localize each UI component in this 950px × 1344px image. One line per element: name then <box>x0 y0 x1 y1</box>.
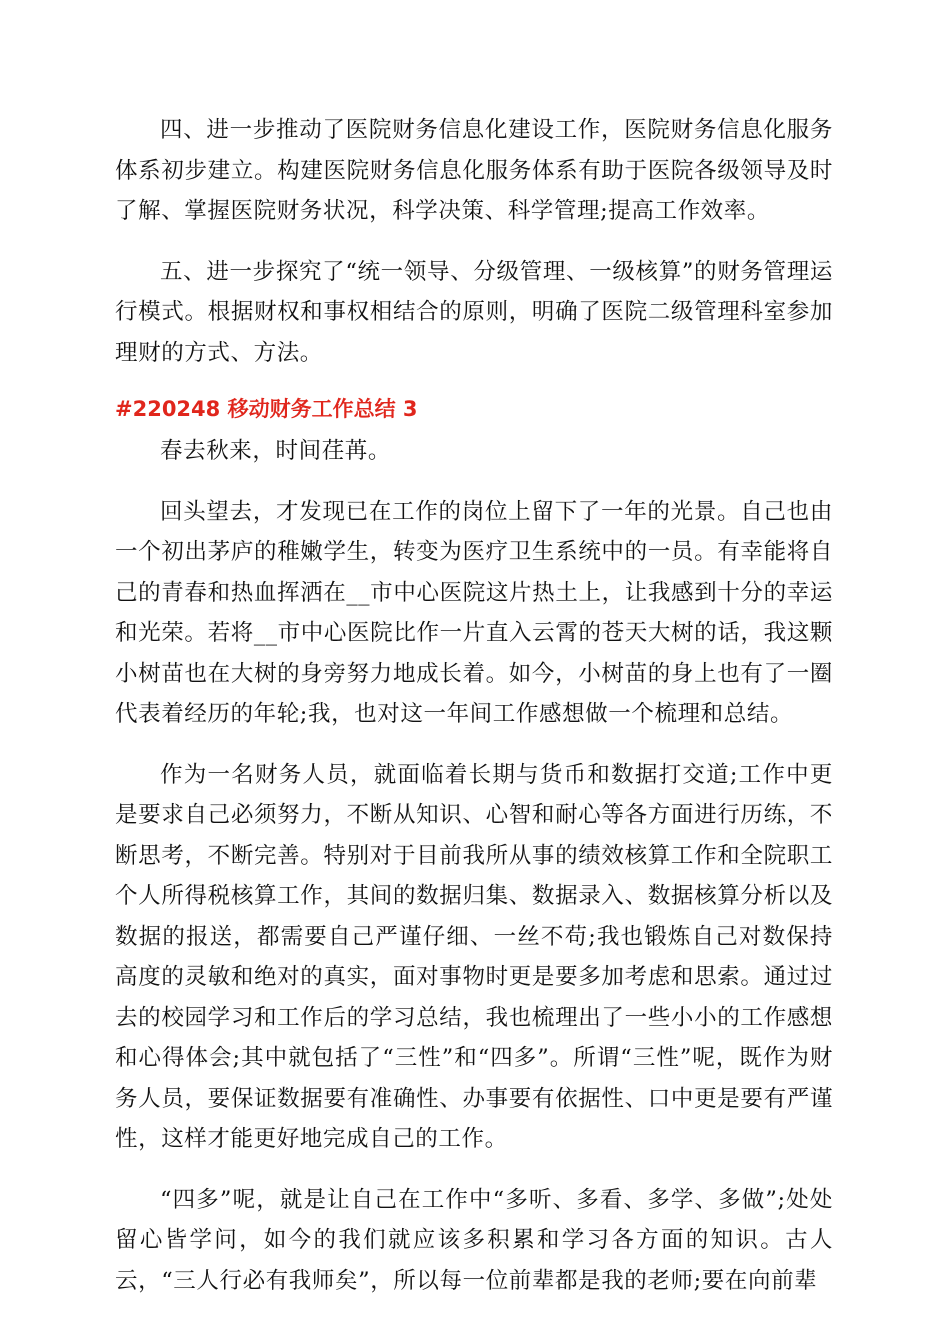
paragraph-four-more: “四多”呢，就是让自己在工作中“多听、多看、多学、多做”;处处留心皆学问，如今的我们就应该多积累和学习各方面的知识。古人云，“三人行必有我师矣”，所以每一位前辈都是我的老师;要在向前辈 <box>115 1186 833 1294</box>
paragraph-opening: 春去秋来，时间荏苒。 <box>160 438 392 464</box>
section-heading: #220248 移动财务工作总结 3 <box>115 397 418 421</box>
document-page <box>115 110 833 1301</box>
paragraph-item-four: 四、进一步推动了医院财务信息化建设工作，医院财务信息化服务体系初步建立。构建医院财务信息化服务体系有助于医院各级领导及时了解、掌握医院财务状况，科学决策、科学管理;提高工作效率。 <box>115 117 833 224</box>
paragraph-reflection: 回头望去，才发现已在工作的岗位上留下了一年的光景。自己也由一个初出茅庐的稚嫩学生，转变为医疗卫生系统中的一员。有幸能将自己的青春和热血挥洒在__市中心医院这片热土上，让我感到十分的幸运和光荣。若将__市中心医院比作一片直入云霄的苍天大树的话，我这颗小树苗也在大树的身旁努力地成长着。如今，小树苗的身上也有了一圈代表着经历的年轮;我，也对这一年间工作感想做一个梳理和总结。 <box>115 498 833 727</box>
paragraph-item-five: 五、进一步探究了“统一领导、分级管理、一级核算”的财务管理运行模式。根据财权和事权相结合的原则，明确了医院二级管理科室参加理财的方式、方法。 <box>115 258 833 366</box>
paragraph-finance-work: 作为一名财务人员，就面临着长期与货币和数据打交道;工作中更是要求自己必须努力，不断从知识、心智和耐心等各方面进行历练，不断思考，不断完善。特别对于目前我所从事的绩效核算工作和全院职工个人所得税核算工作，其间的数据归集、数据录入、数据核算分析以及数据的报送，都需要自己严谨仔细、一丝不苟;我也锻炼自己对数保持高度的灵敏和绝对的真实，面对事物时更是要多加考虑和思索。通过过去的校园学习和工作后的学习总结，我也梳理出了一些小小的工作感想和心得体会;其中就包括了“三性”和“四多”。所谓“三性”呢，既作为财务人员，要保证数据要有准确性、办事要有依据性、口中更是要有严谨性，这样才能更好地完成自己的工作。 <box>115 761 833 1152</box>
